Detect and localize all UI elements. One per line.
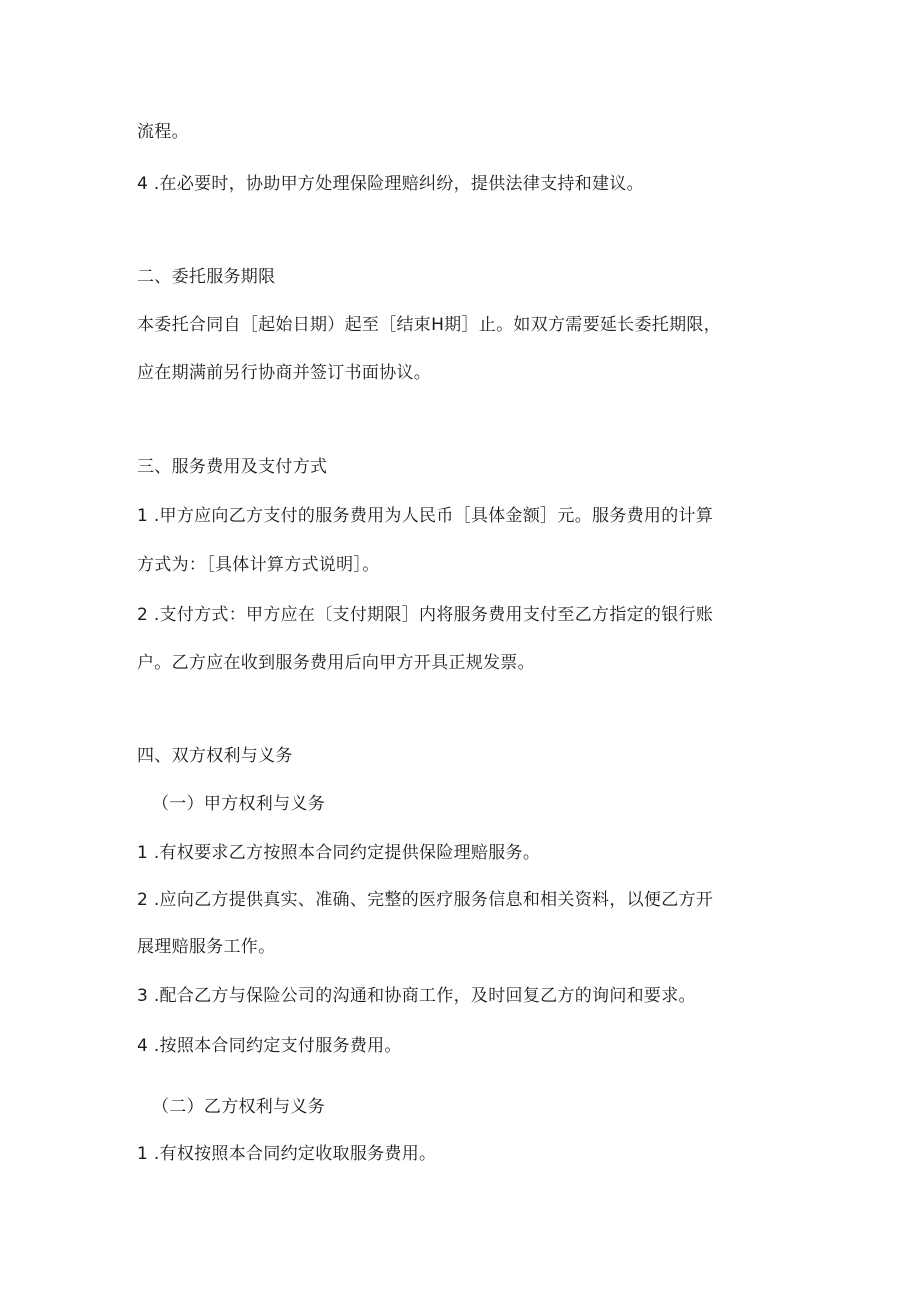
paragraph-line: 应在期满前另行协商并签订书面协议。 <box>137 363 432 383</box>
paragraph-line: 1 .有权按照本合同约定收取服务费用。 <box>137 1144 437 1164</box>
paragraph-line: 2 .支付方式：甲方应在〔支付期限］内将服务费用支付至乙方指定的银行账 <box>137 605 714 625</box>
paragraph-line: 2 .应向乙方提供真实、准确、完整的医疗服务信息和相关资料，以便乙方开 <box>137 890 714 910</box>
paragraph-line: 流程。 <box>137 122 189 142</box>
subsection-heading: （二）乙方权利与义务 <box>152 1097 325 1117</box>
section-heading: 四、双方权利与义务 <box>137 746 293 766</box>
section-heading: 三、服务费用及支付方式 <box>137 457 328 477</box>
paragraph-line: 1 .甲方应向乙方支付的服务费用为人民币［具体金额］元。服务费用的计算 <box>137 506 714 526</box>
paragraph-line: 户。乙方应在收到服务费用后向甲方开具正规发票。 <box>137 653 535 673</box>
paragraph-line: 3 .配合乙方与保险公司的沟通和协商工作，及时回复乙方的询问和要求。 <box>137 986 696 1006</box>
paragraph-line: 本委托合同自［起始日期）起至［结束H期］止。如双方需要延长委托期限， <box>137 315 721 335</box>
paragraph-line: 4 .按照本合同约定支付服务费用。 <box>137 1036 402 1056</box>
subsection-heading: （一）甲方权利与义务 <box>152 794 325 814</box>
section-heading: 二、委托服务期限 <box>137 267 276 287</box>
paragraph-line: 方式为：［具体计算方式说明］。 <box>137 555 380 575</box>
paragraph-line: 4 .在必要时，协助甲方处理保险理赔纠纷，提供法律支持和建议。 <box>137 174 644 194</box>
paragraph-line: 展理赔服务工作。 <box>137 937 276 957</box>
paragraph-line: 1 .有权要求乙方按照本合同约定提供保险理赔服务。 <box>137 843 541 863</box>
